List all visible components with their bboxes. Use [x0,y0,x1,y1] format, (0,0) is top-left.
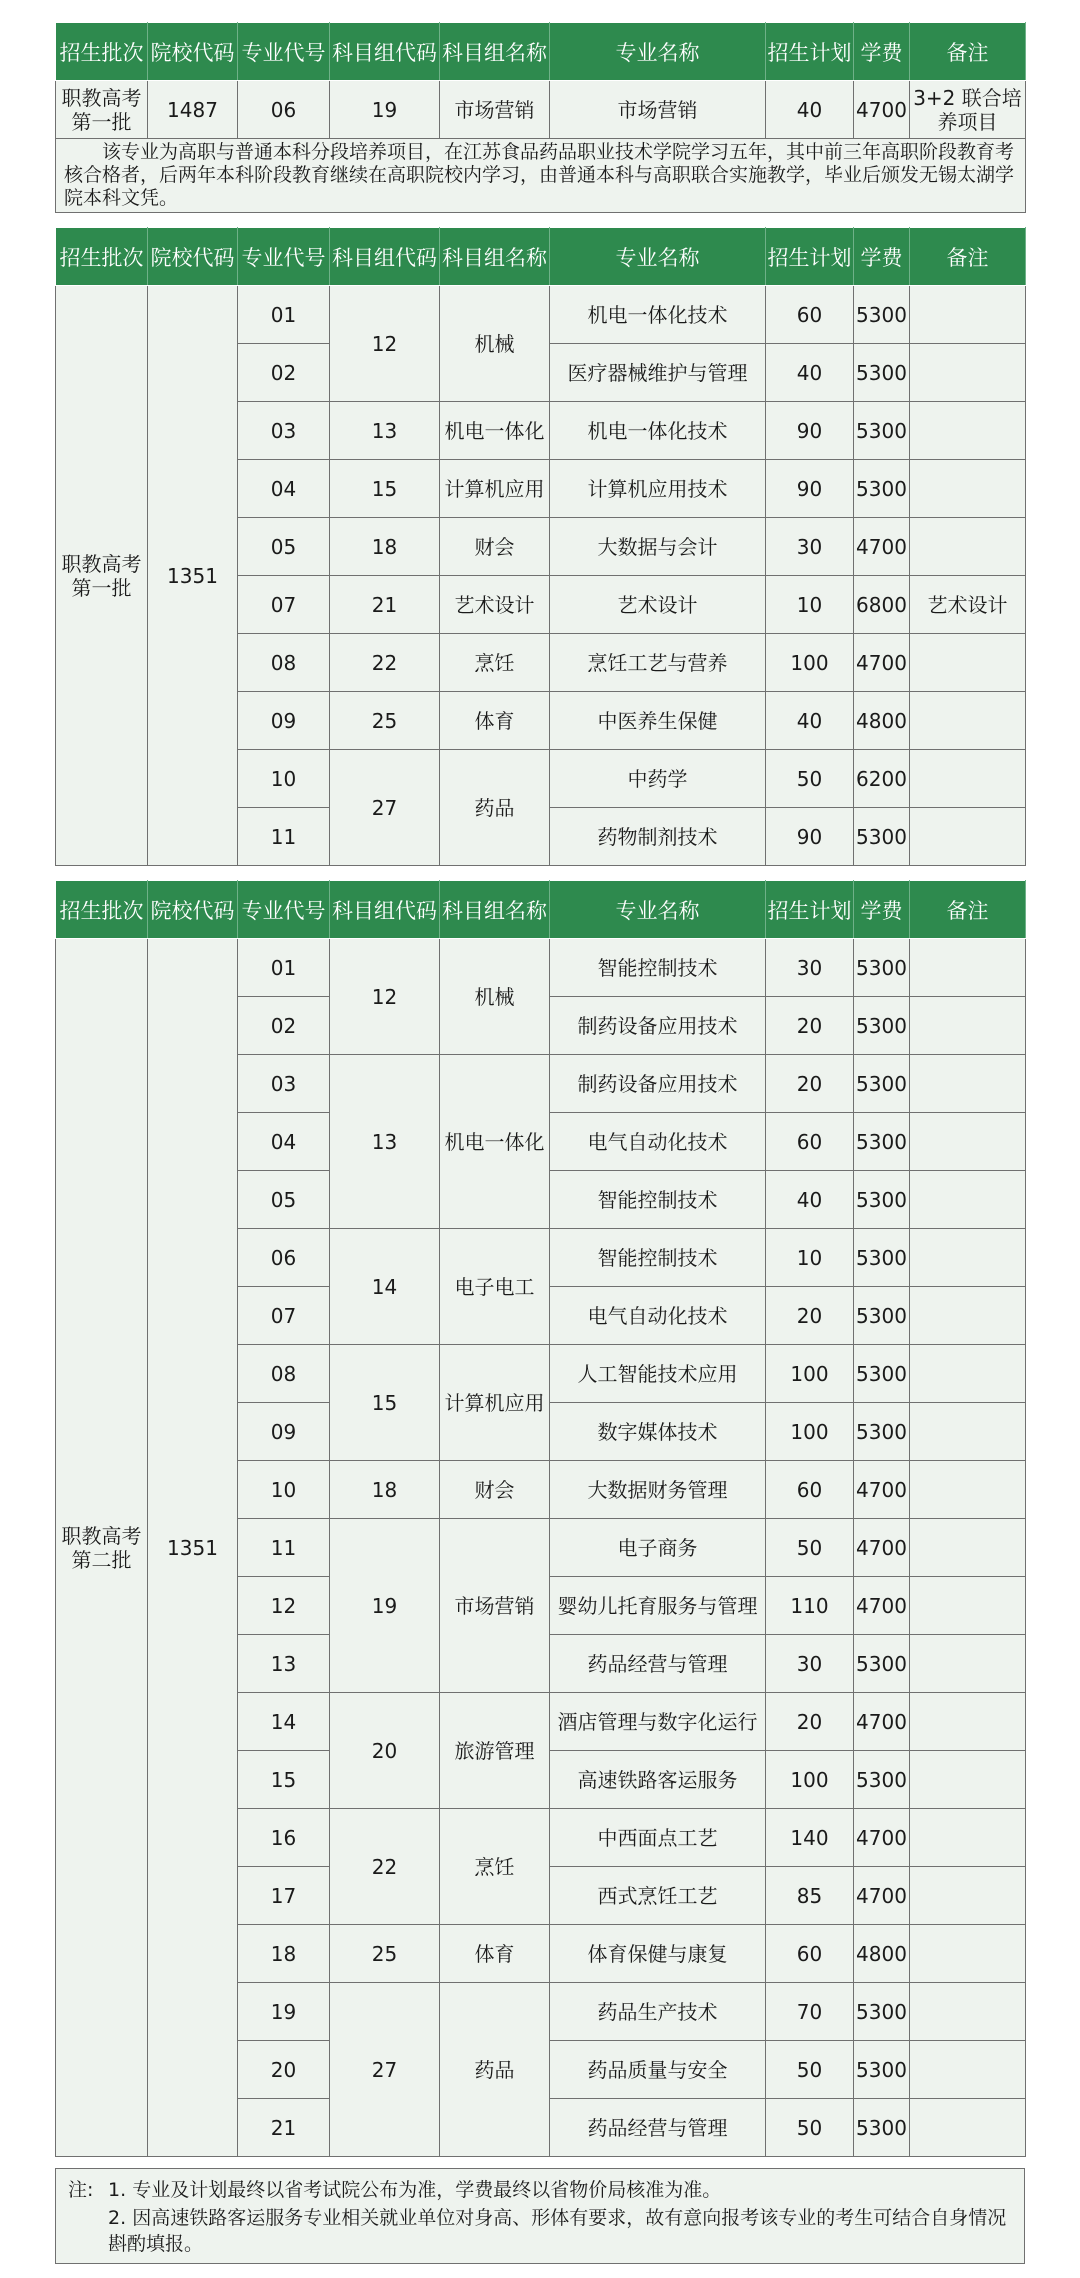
fee-cell: 5300 [854,1635,910,1693]
group-code-cell: 19 [330,81,440,139]
remark-cell [910,2041,1026,2099]
group-code-cell: 18 [330,1461,440,1519]
column-header: 科目组名称 [440,228,550,286]
column-header: 招生计划 [766,23,854,81]
fee-cell: 5300 [854,344,910,402]
column-header: 学费 [854,23,910,81]
fee-cell: 4700 [854,634,910,692]
column-header: 院校代码 [148,228,238,286]
column-header: 备注 [910,881,1026,939]
group-code-cell: 27 [330,750,440,866]
major-name-cell: 电气自动化技术 [550,1287,766,1345]
fee-cell: 5300 [854,1055,910,1113]
remark-cell [910,1867,1026,1925]
major-name-cell: 中医养生保健 [550,692,766,750]
group-name-cell: 旅游管理 [440,1693,550,1809]
remark-cell [910,460,1026,518]
remark-cell [910,634,1026,692]
fee-cell: 5300 [854,1751,910,1809]
major-name-cell: 大数据与会计 [550,518,766,576]
plan-cell: 60 [766,1461,854,1519]
major-name-cell: 药品经营与管理 [550,1635,766,1693]
fee-cell: 5300 [854,1229,910,1287]
column-header: 专业代号 [238,228,330,286]
major-name-cell: 机电一体化技术 [550,402,766,460]
remark-cell [910,1983,1026,2041]
plan-cell: 40 [766,1171,854,1229]
plan-cell: 50 [766,1519,854,1577]
group-name-cell: 体育 [440,1925,550,1983]
fee-cell: 4700 [854,1693,910,1751]
fee-cell: 4800 [854,692,910,750]
major-code-cell: 19 [238,1983,330,2041]
major-code-cell: 18 [238,1925,330,1983]
column-header: 专业名称 [550,23,766,81]
major-code-cell: 02 [238,997,330,1055]
column-header: 学费 [854,881,910,939]
major-code-cell: 06 [238,1229,330,1287]
remark-cell [910,1635,1026,1693]
fee-cell: 5300 [854,1287,910,1345]
note-row [56,139,1026,213]
group-name-cell: 机械 [440,286,550,402]
major-code-cell: 11 [238,808,330,866]
plan-cell: 40 [766,692,854,750]
major-name-cell: 制药设备应用技术 [550,997,766,1055]
column-header: 招生计划 [766,228,854,286]
remark-cell [910,1925,1026,1983]
column-header: 专业名称 [550,881,766,939]
column-header: 专业代号 [238,881,330,939]
group-code-cell: 22 [330,634,440,692]
table-row [56,286,1026,344]
plan-cell: 20 [766,1287,854,1345]
major-name-cell: 电气自动化技术 [550,1113,766,1171]
major-code-cell: 10 [238,750,330,808]
fee-cell: 5300 [854,402,910,460]
plan-cell: 30 [766,1635,854,1693]
group-code-cell: 15 [330,460,440,518]
school-code-cell: 1351 [148,939,238,2157]
table-header-row [56,228,1026,286]
plan-cell: 40 [766,81,854,139]
plan-cell: 10 [766,1229,854,1287]
remark-cell [910,1403,1026,1461]
fee-cell: 5300 [854,808,910,866]
major-name-cell: 中药学 [550,750,766,808]
major-name-cell: 机电一体化技术 [550,286,766,344]
major-code-cell: 09 [238,692,330,750]
major-name-cell: 智能控制技术 [550,1229,766,1287]
plan-cell: 110 [766,1577,854,1635]
column-header: 科目组代码 [330,881,440,939]
major-name-cell: 婴幼儿托育服务与管理 [550,1577,766,1635]
plan-cell: 60 [766,1113,854,1171]
group-code-cell: 25 [330,692,440,750]
major-name-cell: 体育保健与康复 [550,1925,766,1983]
plan-cell: 100 [766,1403,854,1461]
group-name-cell: 计算机应用 [440,1345,550,1461]
fee-cell: 4800 [854,1925,910,1983]
column-header: 招生计划 [766,881,854,939]
fee-cell: 5300 [854,1113,910,1171]
table-body [56,286,1026,866]
group-name-cell: 体育 [440,692,550,750]
remark-cell [910,1461,1026,1519]
group-code-cell: 18 [330,518,440,576]
major-name-cell: 数字媒体技术 [550,1403,766,1461]
group-code-cell: 20 [330,1693,440,1809]
group-code-cell: 15 [330,1345,440,1461]
column-header: 科目组代码 [330,23,440,81]
plan-cell: 20 [766,997,854,1055]
fee-cell: 4700 [854,1809,910,1867]
batch-cell: 职教高考第一批 [56,81,148,139]
plan-cell: 100 [766,1751,854,1809]
major-code-cell: 11 [238,1519,330,1577]
major-code-cell: 06 [238,81,330,139]
remark-cell [910,750,1026,808]
remark-cell [910,997,1026,1055]
group-name-cell: 烹饪 [440,1809,550,1925]
fee-cell: 6800 [854,576,910,634]
group-code-cell: 22 [330,1809,440,1925]
program-note: 该专业为高职与普通本科分段培养项目，在江苏食品药品职业技术学院学习五年，其中前三年高职阶段教育考核合格者，后两年本科阶段教育继续在高职院校内学习，由普通本科与高职联合实施教学，毕业后颁发无锡太湖学院本科文凭。 [56,139,1026,213]
major-code-cell: 08 [238,634,330,692]
group-code-cell: 12 [330,939,440,1055]
remark-cell [910,1345,1026,1403]
major-name-cell: 市场营销 [550,81,766,139]
column-header: 备注 [910,228,1026,286]
plan-cell: 60 [766,1925,854,1983]
major-name-cell: 药物制剂技术 [550,808,766,866]
major-code-cell: 21 [238,2099,330,2157]
column-header: 专业名称 [550,228,766,286]
plan-cell: 50 [766,2041,854,2099]
major-code-cell: 08 [238,1345,330,1403]
plan-cell: 90 [766,460,854,518]
plan-cell: 30 [766,939,854,997]
fee-cell: 5300 [854,1171,910,1229]
plan-cell: 70 [766,1983,854,2041]
column-header: 院校代码 [148,881,238,939]
table-row [56,81,1026,139]
fee-cell: 4700 [854,81,910,139]
major-code-cell: 17 [238,1867,330,1925]
major-code-cell: 15 [238,1751,330,1809]
group-code-cell: 13 [330,402,440,460]
fee-cell: 4700 [854,1461,910,1519]
plan-cell: 90 [766,808,854,866]
fee-cell: 5300 [854,1403,910,1461]
major-name-cell: 医疗器械维护与管理 [550,344,766,402]
column-header: 学费 [854,228,910,286]
group-name-cell: 市场营销 [440,1519,550,1693]
fee-cell: 4700 [854,518,910,576]
group-code-cell: 14 [330,1229,440,1345]
major-code-cell: 16 [238,1809,330,1867]
table-batch1-school1351 [55,227,1025,866]
group-code-cell: 27 [330,1983,440,2157]
school-code-cell: 1351 [148,286,238,866]
remark-cell [910,286,1026,344]
group-name-cell: 计算机应用 [440,460,550,518]
table-row [56,939,1026,997]
major-code-cell: 02 [238,344,330,402]
group-name-cell: 机械 [440,939,550,1055]
major-name-cell: 艺术设计 [550,576,766,634]
major-name-cell: 智能控制技术 [550,939,766,997]
footer-notes [55,2168,1025,2264]
group-name-cell: 财会 [440,1461,550,1519]
note-item: 1. 专业及计划最终以省考试院公布为准，学费最终以省物价局核准为准。 [108,2179,722,2201]
group-name-cell: 药品 [440,750,550,866]
remark-cell [910,808,1026,866]
major-code-cell: 03 [238,1055,330,1113]
major-code-cell: 09 [238,1403,330,1461]
group-name-cell: 烹饪 [440,634,550,692]
fee-cell: 6200 [854,750,910,808]
remark-cell: 3+2 联合培养项目 [910,81,1026,139]
major-code-cell: 05 [238,518,330,576]
remark-cell [910,402,1026,460]
major-code-cell: 12 [238,1577,330,1635]
major-code-cell: 04 [238,1113,330,1171]
note-item: 2. 因高速铁路客运服务专业相关就业单位对身高、形体有要求，故有意向报考该专业的考生可结合自身情况斟酌填报。 [108,2207,1007,2255]
group-code-cell: 19 [330,1519,440,1693]
major-code-cell: 03 [238,402,330,460]
major-name-cell: 西式烹饪工艺 [550,1867,766,1925]
major-name-cell: 中西面点工艺 [550,1809,766,1867]
notes-label: 注: [68,2179,94,2201]
column-header: 院校代码 [148,23,238,81]
major-name-cell: 酒店管理与数字化运行 [550,1693,766,1751]
plan-cell: 10 [766,576,854,634]
plan-cell: 20 [766,1693,854,1751]
major-name-cell: 计算机应用技术 [550,460,766,518]
major-code-cell: 01 [238,286,330,344]
remark-cell [910,1113,1026,1171]
plan-cell: 50 [766,750,854,808]
plan-cell: 100 [766,1345,854,1403]
batch-cell: 职教高考第二批 [56,939,148,2157]
group-name-cell: 药品 [440,1983,550,2157]
group-name-cell: 机电一体化 [440,402,550,460]
column-header: 科目组名称 [440,23,550,81]
plan-cell: 60 [766,286,854,344]
plan-cell: 40 [766,344,854,402]
plan-cell: 90 [766,402,854,460]
table-batch2-school1351 [55,880,1025,2157]
remark-cell [910,939,1026,997]
group-name-cell: 财会 [440,518,550,576]
major-code-cell: 07 [238,1287,330,1345]
fee-cell: 5300 [854,939,910,997]
remark-cell [910,2099,1026,2157]
major-name-cell: 电子商务 [550,1519,766,1577]
remark-cell [910,1287,1026,1345]
column-header: 科目组代码 [330,228,440,286]
column-header: 科目组名称 [440,881,550,939]
fee-cell: 5300 [854,286,910,344]
table-header-row [56,23,1026,81]
remark-cell [910,1055,1026,1113]
major-code-cell: 01 [238,939,330,997]
group-name-cell: 机电一体化 [440,1055,550,1229]
major-code-cell: 20 [238,2041,330,2099]
column-header: 招生批次 [56,23,148,81]
fee-cell: 5300 [854,1345,910,1403]
group-name-cell: 电子电工 [440,1229,550,1345]
major-code-cell: 10 [238,1461,330,1519]
major-name-cell: 药品生产技术 [550,1983,766,2041]
major-name-cell: 人工智能技术应用 [550,1345,766,1403]
column-header: 招生批次 [56,228,148,286]
remark-cell [910,344,1026,402]
batch-cell: 职教高考第一批 [56,286,148,866]
major-code-cell: 04 [238,460,330,518]
fee-cell: 5300 [854,460,910,518]
remark-cell: 艺术设计 [910,576,1026,634]
remark-cell [910,1171,1026,1229]
table-header-row [56,881,1026,939]
major-code-cell: 13 [238,1635,330,1693]
remark-cell [910,1229,1026,1287]
group-code-cell: 13 [330,1055,440,1229]
plan-cell: 85 [766,1867,854,1925]
remark-cell [910,1577,1026,1635]
fee-cell: 5300 [854,2099,910,2157]
remark-cell [910,1693,1026,1751]
fee-cell: 4700 [854,1867,910,1925]
column-header: 招生批次 [56,881,148,939]
major-name-cell: 制药设备应用技术 [550,1055,766,1113]
column-header: 备注 [910,23,1026,81]
school-code-cell: 1487 [148,81,238,139]
plan-cell: 20 [766,1055,854,1113]
major-name-cell: 药品质量与安全 [550,2041,766,2099]
major-code-cell: 05 [238,1171,330,1229]
column-header: 专业代号 [238,23,330,81]
remark-cell [910,1519,1026,1577]
table-body [56,939,1026,2157]
plan-cell: 30 [766,518,854,576]
remark-cell [910,518,1026,576]
fee-cell: 5300 [854,1983,910,2041]
fee-cell: 4700 [854,1519,910,1577]
major-name-cell: 大数据财务管理 [550,1461,766,1519]
major-name-cell: 高速铁路客运服务 [550,1751,766,1809]
table-batch1-school1487 [55,22,1025,213]
fee-cell: 5300 [854,997,910,1055]
plan-cell: 140 [766,1809,854,1867]
fee-cell: 5300 [854,2041,910,2099]
group-code-cell: 21 [330,576,440,634]
group-code-cell: 12 [330,286,440,402]
plan-cell: 100 [766,634,854,692]
major-name-cell: 药品经营与管理 [550,2099,766,2157]
remark-cell [910,1809,1026,1867]
remark-cell [910,1751,1026,1809]
major-name-cell: 智能控制技术 [550,1171,766,1229]
major-code-cell: 07 [238,576,330,634]
fee-cell: 4700 [854,1577,910,1635]
group-name-cell: 艺术设计 [440,576,550,634]
major-code-cell: 14 [238,1693,330,1751]
remark-cell [910,692,1026,750]
major-name-cell: 烹饪工艺与营养 [550,634,766,692]
plan-cell: 50 [766,2099,854,2157]
group-code-cell: 25 [330,1925,440,1983]
notes-list [108,2177,1013,2259]
group-name-cell: 市场营销 [440,81,550,139]
